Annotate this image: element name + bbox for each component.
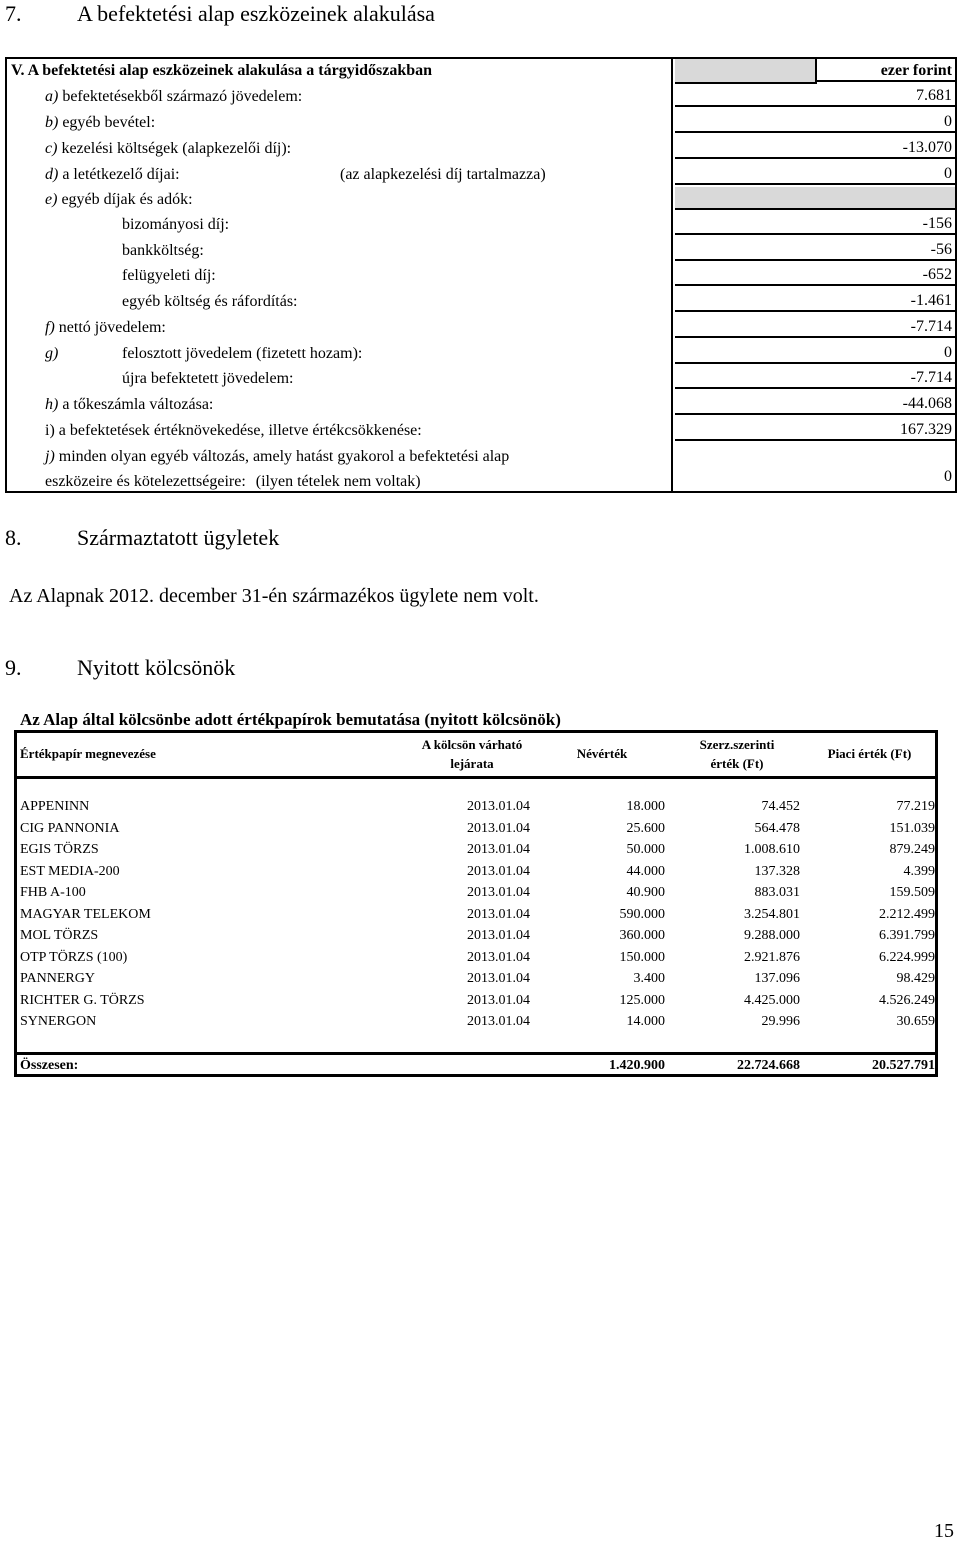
row-note: (ilyen tételek nem voltak) <box>255 473 421 490</box>
col-header-contract-line1: Szerz.szerinti <box>699 737 775 752</box>
market-value: 98.429 <box>896 971 935 986</box>
section-number: 9. <box>5 655 22 680</box>
sub-row-label: bankköltség: <box>122 242 204 259</box>
contract-value: 29.996 <box>761 1014 800 1029</box>
value-cell: -156 <box>675 212 955 235</box>
value-cell: -1.461 <box>675 289 955 312</box>
security-name: OTP TÖRZS (100) <box>20 949 128 965</box>
value-cell: 167.329 <box>675 418 955 441</box>
value-cell: -44.068 <box>675 392 955 415</box>
table-row <box>17 990 935 1011</box>
row-label: befektetésekből származó jövedelem: <box>62 88 303 105</box>
row-label: kezelési költségek (alapkezelői díj): <box>61 140 292 157</box>
table-row <box>17 925 935 946</box>
total-contract-value: 22.724.668 <box>737 1058 800 1073</box>
table-row <box>45 162 180 188</box>
row-letter: f) <box>45 319 55 336</box>
table-row <box>17 882 935 903</box>
row-letter: j) <box>45 448 55 465</box>
loan-expiry-date: 2013.01.04 <box>467 992 530 1008</box>
nominal-value: 18.000 <box>626 799 665 814</box>
value-cell: 0 <box>675 162 955 185</box>
market-value: 2.212.499 <box>879 906 935 922</box>
loan-expiry-date: 2013.01.04 <box>467 928 530 943</box>
market-value: 30.659 <box>896 1014 935 1029</box>
col-header-date-line1: A kölcsön várható <box>421 737 523 752</box>
section-9-heading <box>5 654 235 682</box>
table-row <box>17 947 935 968</box>
sub-row-label: egyéb költség és ráfordítás: <box>122 293 298 310</box>
row-letter: c) <box>45 140 58 157</box>
table-row <box>45 315 166 341</box>
market-value: 4.399 <box>903 863 935 879</box>
market-value: 4.526.249 <box>879 992 935 1008</box>
table-row <box>45 392 213 418</box>
section-8-heading <box>5 524 279 552</box>
total-market-value: 20.527.791 <box>872 1058 935 1073</box>
nominal-value: 360.000 <box>619 928 665 943</box>
value-cell: 7.681 <box>675 84 955 107</box>
contract-value: 4.425.000 <box>744 992 800 1008</box>
table-header <box>17 733 935 779</box>
loan-expiry-date: 2013.01.04 <box>467 949 530 965</box>
table-row <box>45 136 291 162</box>
nominal-value: 50.000 <box>626 842 665 857</box>
contract-value: 74.452 <box>761 799 800 814</box>
security-name: SYNERGON <box>20 1014 97 1029</box>
row-label: felosztott jövedelem (fizetett hozam): <box>122 345 363 362</box>
market-value: 77.219 <box>896 799 935 814</box>
row-letter: a) <box>45 88 59 105</box>
total-nominal: 1.420.900 <box>609 1058 665 1073</box>
row-label: egyéb díjak és adók: <box>61 191 193 208</box>
loan-expiry-date: 2013.01.04 <box>467 799 530 814</box>
row-letter: b) <box>45 114 59 131</box>
row-letter: d) <box>45 166 59 183</box>
contract-value: 9.288.000 <box>744 928 800 943</box>
market-value: 6.391.799 <box>879 928 935 943</box>
table-header-label: V. A befektetési alap eszközeinek alakulása a tárgyidőszakban <box>11 62 433 79</box>
sub-row-label: bizományosi díj: <box>122 216 230 233</box>
row-label: a tőkeszámla változása: <box>62 396 214 413</box>
table-row-continued <box>45 469 421 495</box>
contract-value: 137.328 <box>754 863 800 879</box>
market-value: 151.039 <box>889 820 935 836</box>
table-row <box>45 84 302 110</box>
row-letter: h) <box>45 396 59 413</box>
table-row <box>17 818 935 839</box>
sub-row-label: felügyeleti díj: <box>122 267 216 284</box>
loan-expiry-date: 2013.01.04 <box>467 1014 530 1029</box>
security-name: MOL TÖRZS <box>20 928 99 943</box>
col-header-nominal: Névérték <box>576 746 628 761</box>
col-header-market-value: Piaci érték (Ft) <box>827 746 912 761</box>
row-label: a letétkezelő díjai: <box>62 166 180 183</box>
security-name: APPENINN <box>20 799 90 814</box>
loan-expiry-date: 2013.01.04 <box>467 885 530 900</box>
contract-value: 2.921.876 <box>744 949 800 965</box>
security-name: EGIS TÖRZS <box>20 842 99 857</box>
page-number: 15 <box>934 1520 954 1542</box>
row-label: a befektetések értéknövekedése, illetve értékcsökkenése: <box>58 422 422 439</box>
nominal-value: 150.000 <box>619 949 665 965</box>
value-cell: -13.070 <box>675 136 955 159</box>
values-column <box>673 59 955 491</box>
contract-value: 564.478 <box>754 820 800 836</box>
value-cell: 0 <box>675 110 955 133</box>
loan-expiry-date: 2013.01.04 <box>467 842 530 857</box>
contract-value: 883.031 <box>754 885 800 900</box>
header-blank-cell <box>675 59 817 84</box>
value-cell: -7.714 <box>675 366 955 389</box>
labels-column <box>7 59 673 491</box>
market-value: 6.224.999 <box>879 949 935 965</box>
value-cell: 0 <box>944 468 952 485</box>
security-name: CIG PANNONIA <box>20 820 120 836</box>
table-row <box>17 861 935 882</box>
table-row <box>17 968 935 989</box>
loans-table-title: Az Alap által kölcsönbe adott értékpapírok bemutatása (nyitott kölcsönök) <box>20 710 561 729</box>
section-title: Származtatott ügyletek <box>77 525 280 550</box>
table-row <box>45 341 58 367</box>
market-value: 159.509 <box>889 885 935 900</box>
col-header-name: Értékpapír megnevezése <box>20 746 156 761</box>
row-note: (az alapkezelési díj tartalmazza) <box>340 166 546 183</box>
table-row <box>17 796 935 817</box>
total-label: Összesen: <box>20 1058 79 1073</box>
row-letter: i) <box>45 422 55 439</box>
value-cell: 0 <box>675 341 955 364</box>
col-header-contract-value <box>682 735 792 773</box>
row-label: minden olyan egyéb változás, amely hatást gyakorol a befektetési alap <box>58 448 510 465</box>
row-label: egyéb bevétel: <box>62 114 156 131</box>
value-cell-blank <box>675 187 955 210</box>
table-row <box>17 1011 935 1032</box>
security-name: FHB A-100 <box>20 885 86 900</box>
loan-expiry-date: 2013.01.04 <box>467 863 530 879</box>
row-letter: g) <box>45 345 59 362</box>
table-row <box>17 904 935 925</box>
nominal-value: 14.000 <box>626 1014 665 1029</box>
unit-header: ezer forint <box>817 59 955 82</box>
row-label: nettó jövedelem: <box>58 319 166 336</box>
open-loans-table <box>14 730 938 1077</box>
security-name: EST MEDIA-200 <box>20 863 120 879</box>
table-total-row <box>17 1052 935 1077</box>
col-header-date-line2: lejárata <box>450 756 494 771</box>
loan-expiry-date: 2013.01.04 <box>467 820 530 836</box>
sub-row-label: újra befektetett jövedelem: <box>122 370 294 387</box>
loan-expiry-date: 2013.01.04 <box>467 906 530 922</box>
nominal-value: 125.000 <box>619 992 665 1008</box>
contract-value: 1.008.610 <box>744 842 800 857</box>
value-cell: -652 <box>675 263 955 286</box>
table-row <box>45 187 193 213</box>
table-row <box>45 418 422 444</box>
market-value: 879.249 <box>889 842 935 857</box>
value-cell: -56 <box>675 238 955 261</box>
loan-expiry-date: 2013.01.04 <box>467 971 530 986</box>
section-7-heading <box>5 0 435 28</box>
col-header-date <box>402 735 542 773</box>
security-name: RICHTER G. TÖRZS <box>20 992 145 1008</box>
value-cell: -7.714 <box>675 315 955 338</box>
section-title: A befektetési alap eszközeinek alakulása <box>77 1 435 26</box>
contract-value: 137.096 <box>754 971 800 986</box>
asset-changes-table <box>5 57 957 493</box>
row-letter: e) <box>45 191 58 208</box>
security-name: MAGYAR TELEKOM <box>20 906 151 922</box>
nominal-value: 44.000 <box>626 863 665 879</box>
table-row <box>45 444 509 470</box>
col-header-contract-line2: érték (Ft) <box>710 756 764 771</box>
nominal-value: 3.400 <box>633 971 665 986</box>
table-row <box>45 110 155 136</box>
security-name: PANNERGY <box>20 971 95 986</box>
nominal-value: 590.000 <box>619 906 665 922</box>
nominal-value: 40.900 <box>626 885 665 900</box>
section-number: 7. <box>5 1 22 26</box>
table-row <box>17 839 935 860</box>
derivatives-statement: Az Alapnak 2012. december 31-én származékos ügylete nem volt. <box>9 585 539 607</box>
row-label: eszközeire és kötelezettségeire: <box>45 473 246 490</box>
contract-value: 3.254.801 <box>744 906 800 922</box>
section-title: Nyitott kölcsönök <box>77 655 236 680</box>
nominal-value: 25.600 <box>626 820 665 836</box>
section-number: 8. <box>5 525 22 550</box>
